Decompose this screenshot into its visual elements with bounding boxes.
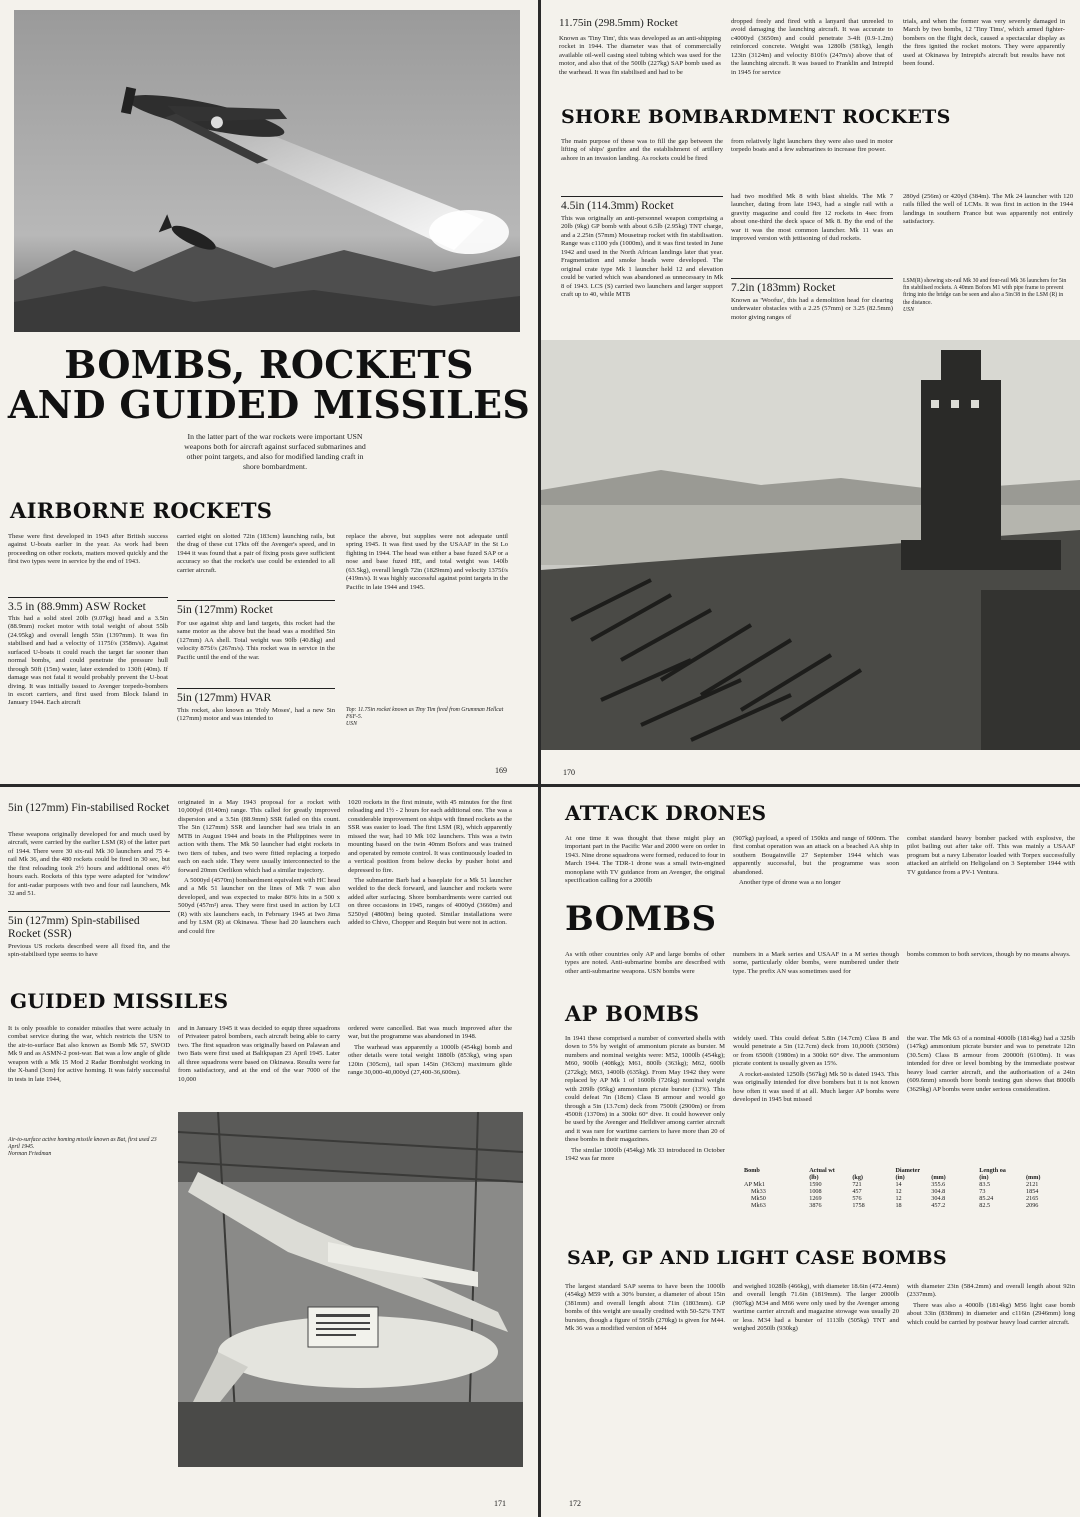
shore-intro-2: from relatively light launchers they were also used in motor torpedo boats and a few submarines to increase fire power. xyxy=(731,138,893,154)
tiny-tim-text-2: dropped freely and fired with a lanyard that unreeled to avoid damaging the launching aircraft. It was accurate to c4000yd (3650m) and could penetrate 3-4ft (0.9-1.2m) reinforced concrete. Weight was 1280lb (581kg), length 123in (3124m) and velocity 810f/s (247m/s) above that of the launching aircraft. It was issued to Franklin and Intrepid in 1945 for service xyxy=(731,18,893,76)
hellcat-rocket-photo xyxy=(14,10,520,332)
page-170 xyxy=(541,0,1080,784)
chapter-title-line2: AND GUIDED MISSILES xyxy=(7,381,531,427)
page-172 xyxy=(541,787,1080,1517)
cell-lb: 3876 xyxy=(809,1202,822,1209)
lsm-credit: USN xyxy=(903,306,914,313)
airborne-intro: These were first developed in 1943 after British success against U-boats earlier in the year. As work had been proceeding on other rockets, matters moved quickly and the first two types were in service by the end of 1943. xyxy=(8,533,168,566)
page-171 xyxy=(0,787,538,1517)
table-header-bomb: Bomb xyxy=(744,1167,760,1174)
cell-kg: 457 xyxy=(852,1188,862,1195)
guided-text-1: It is only possible to consider missiles that were actualy in combat service during the war, which restricts the USN to the air-to-surface Bat also known as Bomb Mk 57, SWOD Mk 9 and as ASMN-2 post-war. Bat was a low angle of glide weapon with a Mk 15 Mod 2 Radar Bombsight working in the X-band (3cm) for active homing. It was fairly successful in tests in late 1944, xyxy=(8,1025,170,1083)
unit-in: (in) xyxy=(895,1174,905,1181)
cell-bomb: Mk63 xyxy=(751,1202,766,1209)
ssr-text-1: originated in a May 1943 proposal for a rocket with 10,000yd (9140m) range. This called for greatly improved dispersion and a 3.5in (88.9mm) SSR failed on this count. The 5in (127mm) SSR and launcher had sea trials in an MTB in August 1944 and boats in the Philippines were in action with them. The Mk 50 launcher had eight rockets in two tiers of tubes, and two were fitted replacing a torpedo each on each side. They were usually interconnected to the forward 20mm Oerlikon which had a similar trajectory. xyxy=(178,799,340,874)
table-units-row xyxy=(741,1174,1071,1181)
tiny-tim-heading: 11.75in (298.5mm) Rocket xyxy=(559,17,678,29)
chapter-intro: In the latter part of the war rockets were important USN weapons both for aircraft against surfaced submarines and other point targets, and also for modified landing craft in shore bombardment. xyxy=(184,432,366,471)
cell-bomb: Mk33 xyxy=(751,1188,766,1195)
table-row xyxy=(741,1181,1071,1188)
hvar-heading: 5in (127mm) HVAR xyxy=(177,688,335,705)
col2-top-text: carried eight on slotted 72in (183cm) launching rails, but the drag of these cut 17kts off the Avenger's speed, and in 1944 it was found that a pair of fixing posts gave sufficient accuracy so that the rocket's use could be extended to all carrier aircraft. xyxy=(177,533,335,574)
cell-mm: 457.2 xyxy=(931,1202,946,1209)
unit-lb: (lb) xyxy=(809,1174,819,1181)
bat-missile-photo xyxy=(178,1112,523,1467)
cell-lb: 1590 xyxy=(809,1181,822,1188)
bombs-text-2: numbers in a Mark series and USAAF in a M series though some, particularly older bombs, were numbered under their type. The prefix AN was sometimes used for xyxy=(733,951,899,975)
drones-text-2: (907kg) payload, a speed of 150kts and range of 600nm. The first combat operation was an attack on a beached AA ship in southern Bougainville 27 September 1944 which was apparently successful, but the programme was soon abandoned. xyxy=(733,835,899,876)
table-row xyxy=(741,1188,1071,1195)
cell-length-mm: 2096 xyxy=(1026,1202,1039,1209)
hvar-text: This rocket, also known as 'Holy Moses', had a new 5in (127mm) motor and was intended to xyxy=(177,707,335,723)
cell-kg: 1758 xyxy=(852,1202,865,1209)
photo-caption: Top: 11.75in rocket known as Tiny Tim fired from Grumman Hellcat F6F-5. xyxy=(346,707,504,721)
unit-mm-length: (mm) xyxy=(1026,1174,1041,1181)
cell-in: 18 xyxy=(895,1202,902,1209)
page-number: 172 xyxy=(569,1499,581,1508)
bat-caption: Air-to-surface active homing missile known as Bat, first used 23 April 1945. xyxy=(8,1137,157,1151)
table-header-row xyxy=(741,1167,1071,1174)
guided-text-3: ordered were cancelled. Bat was much improved after the war, but the programme was abandoned in 1948. xyxy=(348,1025,512,1041)
mk24-launcher-text: 280yd (256m) or 420yd (384m). The Mk 24 launcher with 120 rails filled the well of LCMs. It was first in action in the 1944 landings in southern France but was apparently not entirely satisfactory. xyxy=(903,193,1073,226)
page-number: 171 xyxy=(494,1499,506,1508)
ssr-text-3: 1020 rockets in the first minute, with 45 minutes for the first reloading and 1½ - 2 hours for each additional one. The was a considerable improvement on ships with finned rockets as the SSR was easier to load. The first LSM (R), which apparently missed the war, had 10 Mk 102 launchers. This was a twin mounting based on the twin 40mm Bofors and was trained and operated by remote control. It was continuously loaded in a vertical position from below decks by pusher hoist and depressed to fire. xyxy=(348,799,512,874)
ap-text-2: widely used. This could defeat 5.8in (14.7cm) Class B and would penetrate a 5in (12.7cm) deck from 10,000ft (3050m) or from 6500ft (1980m) in a 300kt 60° dive. The ammonium picrate content is usually given as 15%. xyxy=(733,1035,899,1068)
table-header-length: Length oa xyxy=(979,1167,1006,1174)
cell-mm: 304.8 xyxy=(931,1188,946,1195)
unit-mm: (mm) xyxy=(931,1174,946,1181)
table-row xyxy=(741,1195,1071,1202)
cell-in: 12 xyxy=(895,1195,902,1202)
sap-text-1: The largest standard SAP seems to have been the 1000lb (454kg) M59 with a 30% burster, a diameter of about 15in (381mm) and overall length about 71in (1803mm). GP bombs of this weight are usually credited with 50-52% TNT bursters, though a figure of 595lb (270kg) is given for M44. Mk 36 was a modified version of M44 xyxy=(565,1283,725,1333)
airborne-rockets-heading: AIRBORNE ROCKETS xyxy=(10,498,273,523)
cell-mm: 355.6 xyxy=(931,1181,946,1188)
spin-stabilised-text: Previous US rockets described were all fixed fin, and the spin-stabilised type seems to have xyxy=(8,943,170,959)
cell-length-mm: 2165 xyxy=(1026,1195,1039,1202)
mk7-launcher-text: had two modified Mk 8 with blast shields. The Mk 7 launcher, dating from late 1943, had a single rail with a gravity magazine and could fire 12 rockets in 4sec from about one-third the deck space of Mk 8. By the end of the war it was the most common launcher. Mk 11 was an improved version with jettisoning of dud rockets. xyxy=(731,193,893,243)
cell-length-in: 73 xyxy=(979,1188,986,1195)
col3-text: replace the above, but supplies were not adequate until spring 1945. It was first used by the USAAF in the St Lo fighting in 1944. The head was either a base fuzed SAP or a nose and base fuzed HE, and total weight was 140lb (63.5kg), overall length 72in (1829mm) and velocity 1375f/s (419m/s). It was highly successful against point targets in the Pacific in late 1944 and 1945. xyxy=(346,533,508,591)
guided-missiles-heading: GUIDED MISSILES xyxy=(10,989,229,1013)
drones-text-2b: Another type of drone was a no longer xyxy=(739,879,841,887)
table-row xyxy=(741,1202,1071,1209)
7-2in-rocket-text: Known as 'Woofus', this had a demolition head for clearing underwater obstacles with a 2.25 (57mm) or 3.25 (82.5mm) motor giving ranges of xyxy=(731,297,893,321)
cell-bomb: AP Mk1 xyxy=(744,1181,765,1188)
tiny-tim-text-1: Known as 'Tiny Tim', this was developed as an anti-shipping rocket in 1944. The diameter was that of commercially available oil-well casing steel tubing which was used for the motor, and also that of the 500lb (227kg) SAP bomb used as the warhead. It was fin stabilised and had to be xyxy=(559,35,721,76)
chapter-title-line1: BOMBS, ROCKETS xyxy=(64,342,474,387)
cell-lb: 1008 xyxy=(809,1188,822,1195)
drones-text-3: combat standard heavy bomber packed with explosive, the pilot bailing out after take off. This was mainly a USAAF program but a navy Liberator loaded with Torpex successfully attacked an airfield on Heligoland on 3 September 1944 with TV guidance from a PV-1 Ventura. xyxy=(907,835,1075,876)
sap-gp-bombs-heading: SAP, GP AND LIGHT CASE BOMBS xyxy=(567,1247,947,1269)
attack-drones-heading: ATTACK DRONES xyxy=(565,801,767,825)
sap-text-3: with diameter 23in (584.2mm) and overall length about 92in (2337mm). xyxy=(907,1283,1075,1299)
bat-photo-illustration xyxy=(178,1112,523,1467)
spin-stabilised-heading: 5in (127mm) Spin-stabilised Rocket (SSR) xyxy=(8,911,170,940)
ap-bombs-heading: AP BOMBS xyxy=(565,1001,700,1026)
fin-stabilised-heading: 5in (127mm) Fin-stabilised Rocket xyxy=(8,802,170,814)
ap-bomb-table xyxy=(741,1167,1071,1209)
5in-rocket-heading: 5in (127mm) Rocket xyxy=(177,600,335,617)
lsm-caption: LSM(R) showing six-rail Mk 30 and four-rail Mk 36 launchers for 5in fin stabilised rockets. A 40mm Bofors M1 with pipe frame to prevent firing into the bridge can be seen and also a 5in/38 in the LSM (R) in the distance. xyxy=(903,278,1067,306)
shore-bombardment-heading: SHORE BOMBARDMENT ROCKETS xyxy=(561,106,951,128)
cell-length-in: 82.5 xyxy=(979,1202,991,1209)
4-5in-rocket-heading: 4.5in (114.3mm) Rocket xyxy=(561,196,723,213)
cell-kg: 721 xyxy=(852,1181,862,1188)
unit-kg: (kg) xyxy=(852,1174,863,1181)
page-number: 169 xyxy=(495,766,507,775)
hellcat-photo-illustration xyxy=(14,10,520,332)
bombs-heading: BOMBS xyxy=(565,899,717,939)
cell-in: 12 xyxy=(895,1188,902,1195)
table-header-diameter: Diameter xyxy=(895,1167,921,1174)
guided-text-2: and in January 1945 it was decided to equip three squadrons of Privateer patrol bombers, each aircraft being able to carry two. The first squadron was originally based on Palawan and two Bats were first used at Balikpapan 23 April 1945. Later all three squadrons were based on Okinawa. Results were far from satisfactory, and at the end of the war 7000 of the 10,000 xyxy=(178,1025,340,1083)
cell-bomb: Mk50 xyxy=(751,1195,766,1202)
cell-length-in: 85.24 xyxy=(979,1195,994,1202)
ap-text-1: In 1941 these comprised a number of converted shells with down to 5% by weight of ammonium picrate as burster. M numbers and nominal weights were: M52, 1000lb (454kg); M60, 900lb (408kg); M61, 800lb (363kg); M62, 600lb (272kg); M63, 1400lb (635kg). From May 1942 they were replaced by AP Mk 1 of 1600lb (726kg) nominal weight with 209lb (95kg) ammonium picrate burster (13%). This could defeat 7in (18cm) Class B armour and would go through a 5in (13.7cm) deck from 7500ft (2900m) or from 4500ft (1370m) in a 300kt 60° dive. It could however only be used by the Avenger and Helldiver among carrier aircraft and it was rare for wartime carriers to have more than 20 of these bombs in their magazines. xyxy=(565,1035,725,1144)
bat-warhead-text: The warhead was apparently a 1000lb (454kg) bomb and other details were total weight 1880lb (853kg), wing span 120in (305cm), tail span 145in (363cm) maximum glide range 30,000-40,000yd (27,400-36,600m). xyxy=(348,1043,512,1077)
cell-kg: 576 xyxy=(852,1195,862,1202)
ap-text-2b: A rocket-assisted 1250lb (567kg) Mk 50 is dated 1943. This was originally intended for dive bombers but it is not known how often it was used if at all. Much larger AP bombs were developed in 1945 but missed xyxy=(733,1070,899,1104)
cell-length-mm: 1854 xyxy=(1026,1188,1039,1195)
sap-text-2: and weighed 1028lb (466kg), with diameter 18.6in (472.4mm) and overall length 71.6in (1819mm). The larger 2000lb (907kg) M34 and M66 were only used by the Avenger among wartime carrier aircraft and magazine stowage was usually 20 or less. M34 had a burster of 1113lb (505kg) TNT and weighed 2050lb (930kg) xyxy=(733,1283,899,1333)
bombs-text-3: bombs common to both services, though by no means always. xyxy=(907,951,1071,958)
unit-in-length: (in) xyxy=(979,1174,989,1181)
ssr-text-2: A 5000yd (4570m) bombardment equivalent with HC head and a Mk 51 launcher on the lines of Mk 7 was also developed, and was expected to make 80% hits in a 500 x 500yd (457m²) area. They were first used in action by LCI (R) with six launchers each, in February 1945 at Iwo Jima and by LSM (R) at Okinawa. These had 20 launchers each and could fire xyxy=(178,876,340,935)
ap-text-1b: The similar 1000lb (454kg) Mk 33 introduced in October 1942 was far more xyxy=(565,1146,725,1163)
7-2in-rocket-heading: 7.2in (183mm) Rocket xyxy=(731,278,893,295)
sap-text-3b: There was also a 4000lb (1814kg) M56 light case bomb about 33in (838mm) in diameter and c116in (2946mm) long which could be carried by postwar heavy load carrier aircraft. xyxy=(907,1301,1075,1326)
cell-length-mm: 2121 xyxy=(1026,1181,1039,1188)
ap-text-3: the war. The Mk 63 of a nominal 4000lb (1814kg) had a 325lb (147kg) ammonium picrate burster and was to penetrate 12in (30.5cm) Class B armour from 20000ft (6100m). It was intended for dive or level bombing by the immediate postwar heavy load carrier aircraft, and the authorisation of a 24in (609.6mm) smooth bore bomb testing gun shows that 8000lb (3629kg) AP bombs were under serious consideration. xyxy=(907,1035,1075,1093)
cell-mm: 304.8 xyxy=(931,1195,946,1202)
page-169 xyxy=(0,0,538,784)
asw-rocket-text: This had a solid steel 20lb (9.07kg) head and a 3.5in (88.9mm) rocket motor with total weight of about 55lb (24.95kg) and overall length 55in (1397mm). It was fin stabilised and had a velocity of 1175f/s (358m/s). Against surfaced U-boats it could reach the target far sooner than normal bombs, and could penetrate the pressure hull through 50ft (15m) water, later extended to 130ft (40m). If damage was not fatal it would probably prevent the U-boat diving. It was initially issued to Avenger torpedo-bombers in escort carriers, and first used from Block Island in January 1944. Each aircraft xyxy=(8,615,168,707)
5in-rocket-text: For use against ship and land targets, this rocket had the same motor as the above but the head was a modified 5in (127mm) AA shell. Total weight was 90lb (40.8kg) and velocity 875f/s (267m/s). This rocket was in service in the Pacific until the end of the war. xyxy=(177,620,335,661)
drones-text-1: At one time it was thought that these might play an important part in the Pacific War and 2000 were on order in 1943. Nine drone squadrons were formed, reduced to four in March 1944. The TDR-1 drone was a small twin-engined monoplane with TV guidance from an Avenger, the original specification calling for a 2000lb xyxy=(565,835,725,885)
tiny-tim-text-3: trials, and when the former was very severely damaged in March by two bombs, 12 'Tiny Tims', which armed fighter-bombers on the flight deck, caused a spectacular display as the fires ignited the rocket motors. They were apparently used at Okinawa by Intrepid's aircraft but results have not been found. xyxy=(903,18,1065,68)
bat-credit: Norman Friedman xyxy=(8,1151,52,1158)
asw-rocket-heading: 3.5 in (88.9mm) ASW Rocket xyxy=(8,597,168,614)
lsm-rocket-ship-photo xyxy=(541,340,1080,750)
cell-lb: 1269 xyxy=(809,1195,822,1202)
fin-stabilised-text: These weapons originally developed for and much used by aircraft, were carried by the earlier LSM (R) of the latter part of 1944. There were 30 six-rail Mk 30 launchers and 75 4-rail Mk 36, and the 480 rockets could be fired in 30 sec, but the first reloading took 2½ hours and additional ones 4½ hours each. Rockets of this type were adapted for 'window' for anti-radar purposes with two and four rail launchers, Mk 32 and 51. xyxy=(8,831,170,898)
page-number: 170 xyxy=(563,768,575,777)
table-header-actual-wt: Actual wt xyxy=(809,1167,835,1174)
bombs-text-1: As with other countries only AP and large bombs of other types are noted. Anti-submarine bombs are described with other anti-submarine weapons. USN bombs were xyxy=(565,951,725,975)
lsm-photo-illustration xyxy=(541,340,1080,750)
cell-in: 14 xyxy=(895,1181,902,1188)
shore-intro-1: The main purpose of these was to fill the gap between the lifting of ships' gunfire and the establishment of artillery ashore in an invasion landing. As rockets could be fired xyxy=(561,138,723,162)
photo-credit: USN xyxy=(346,721,357,728)
cell-length-in: 83.5 xyxy=(979,1181,991,1188)
4-5in-rocket-text: This was originally an anti-personnel weapon comprising a 20lb (9kg) GP bomb with about 6.5lb (2.95kg) TNT charge, and a 2.25in (57mm) Mousetrap rocket with fin stabilisation. Range was c1100 yds (1000m), and it was first tested in June 1942 and used in the North African landings later that year. Fragmentation and smoke heads were developed. The original crate type Mk 1 launcher held 12 and elevation could be varied which was abandoned as unnecessary in Mk 8 of 1943. LCS (S) carried two launchers and larger support craft up to 40, while MTB xyxy=(561,215,723,298)
barb-text: The submarine Barb had a baseplate for a Mk 51 launcher welded to the deck forward, and launcher and rockets were added after surfacing. Shore bombardments were carried out on three occasions in 1945, ranges of 4000yd (3660m) and 5250yd (4800m) being quoted. Similar installations were added to Chivo, Chopper and Requin but were not in action. xyxy=(348,876,512,927)
